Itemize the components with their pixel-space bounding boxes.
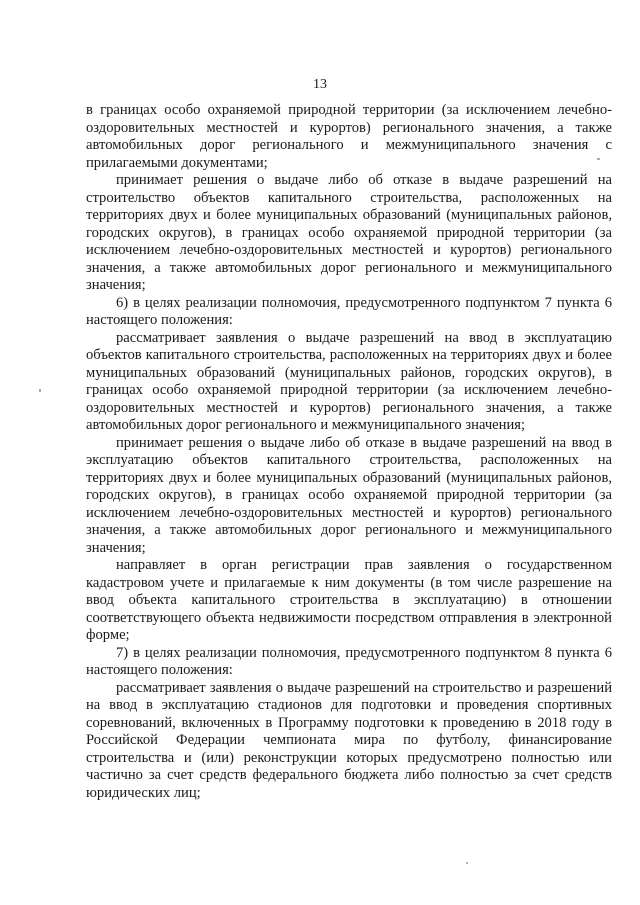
scan-speck [39,389,41,392]
document-body [86,102,612,802]
paragraph: направляет в орган регистрации прав заявления о государственном кадастровом учете и прилагаемые к ним документы (в том числе разрешение на ввод объекта капитального строительства в эксплуатацию) в отношении соответствующего объекта недвижимости посредством отправления в электронной форме; [86,557,612,643]
paragraph: рассматривает заявления о выдаче разрешений на ввод в эксплуатацию объектов капитального строительства, расположенных на территориях двух и более муниципальных образований (муниципальных районов, городских округов), в границах особо охраняемой природной территории (за исключением лечебно-оздоровительных местностей и курортов) регионального значения, а также автомобильных дорог регионального и межмуниципального значения; [86,329,612,433]
scan-speck [466,862,468,864]
paragraph: 6) в целях реализации полномочия, предусмотренного подпунктом 7 пункта 6 настоящего положения: [86,294,612,328]
paragraph: в границах особо охраняемой природной территории (за исключением лечебно-оздоровительных местностей и курортов) регионального значения, а также автомобильных дорог регионального и межмуниципального значения с прилагаемыми документами; [86,102,612,171]
paragraph: 7) в целях реализации полномочия, предусмотренного подпунктом 8 пункта 6 настоящего положения: [86,644,612,678]
paragraph: принимает решения о выдаче либо об отказе в выдаче разрешений на ввод в эксплуатацию объектов капитального строительства, расположенных на территориях двух и более муниципальных образований (муниципальных районов, городских округов), в границах особо охраняемой природной территории (за исключением лечебно-оздоровительных местностей и курортов) регионального значения, а также автомобильных дорог регионального и межмуниципального значения; [86,434,612,556]
scan-speck [597,158,600,160]
page-number: 13 [313,77,327,92]
paragraph: рассматривает заявления о выдаче разрешений на строительство и разрешений на ввод в эксплуатацию стадионов для подготовки и проведения спортивных соревнований, включенных в Программу подготовки к проведению в 2018 году в Российской Федерации чемпионата мира по футболу, финансирование строительства и (или) реконструкции которых предусмотрено полностью или частично за счет средств федерального бюджета либо полностью за счет средств юридических лиц; [86,679,612,801]
paragraph: принимает решения о выдаче либо об отказе в выдаче разрешений на строительство объектов капитального строительства, расположенных на территориях двух и более муниципальных образований (муниципальных районов, городских округов), в границах особо охраняемой природной территории (за исключением лечебно-оздоровительных местностей и курортов) регионального значения, а также автомобильных дорог регионального и межмуниципального значения; [86,172,612,293]
